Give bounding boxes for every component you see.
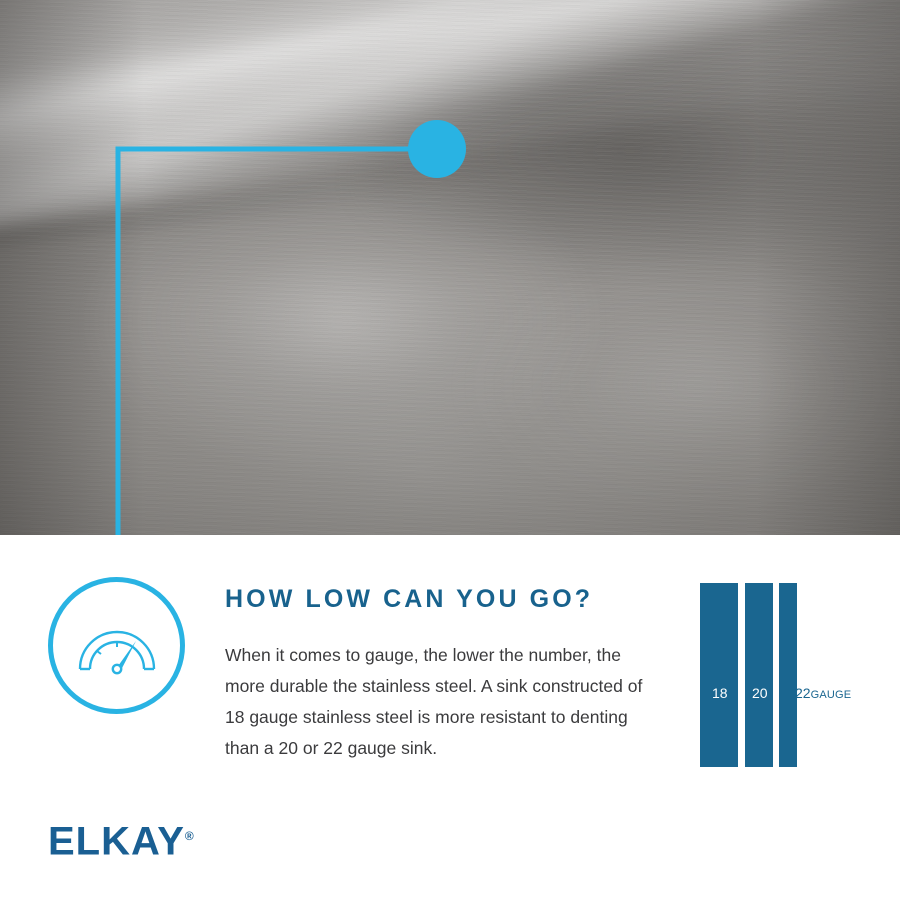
gauge-bar-label-18: 18: [712, 685, 728, 701]
brand-name: [48, 813, 288, 864]
body-text: When it comes to gauge, the lower the number, the more durable the stainless steel. A sink constructed of 18 gauge stainless steel is more resistant to denting than a 20 or 22 gauge sink.: [225, 645, 643, 758]
gauge-bar-22: [779, 583, 797, 767]
page-title: HOW LOW CAN YOU GO?: [225, 585, 594, 613]
gauge-bar-label-22: [795, 685, 851, 701]
gauge-bar-label-20: 20: [752, 685, 768, 701]
brand-name-text: ELKAY: [48, 819, 185, 864]
gauge-bar-20: [745, 583, 773, 767]
info-panel: [0, 535, 900, 900]
gauge-bar-chart: [700, 583, 860, 773]
elkay-logo: [48, 813, 288, 864]
gauge-bar-label-22-number: 22: [795, 685, 811, 701]
gauge-word: GAUGE: [810, 689, 852, 701]
gauge-badge: [48, 577, 185, 714]
gauge-meter-icon: [74, 611, 160, 681]
registered-trademark-icon: ®: [184, 829, 194, 843]
gauge-bar-18: [700, 583, 738, 767]
